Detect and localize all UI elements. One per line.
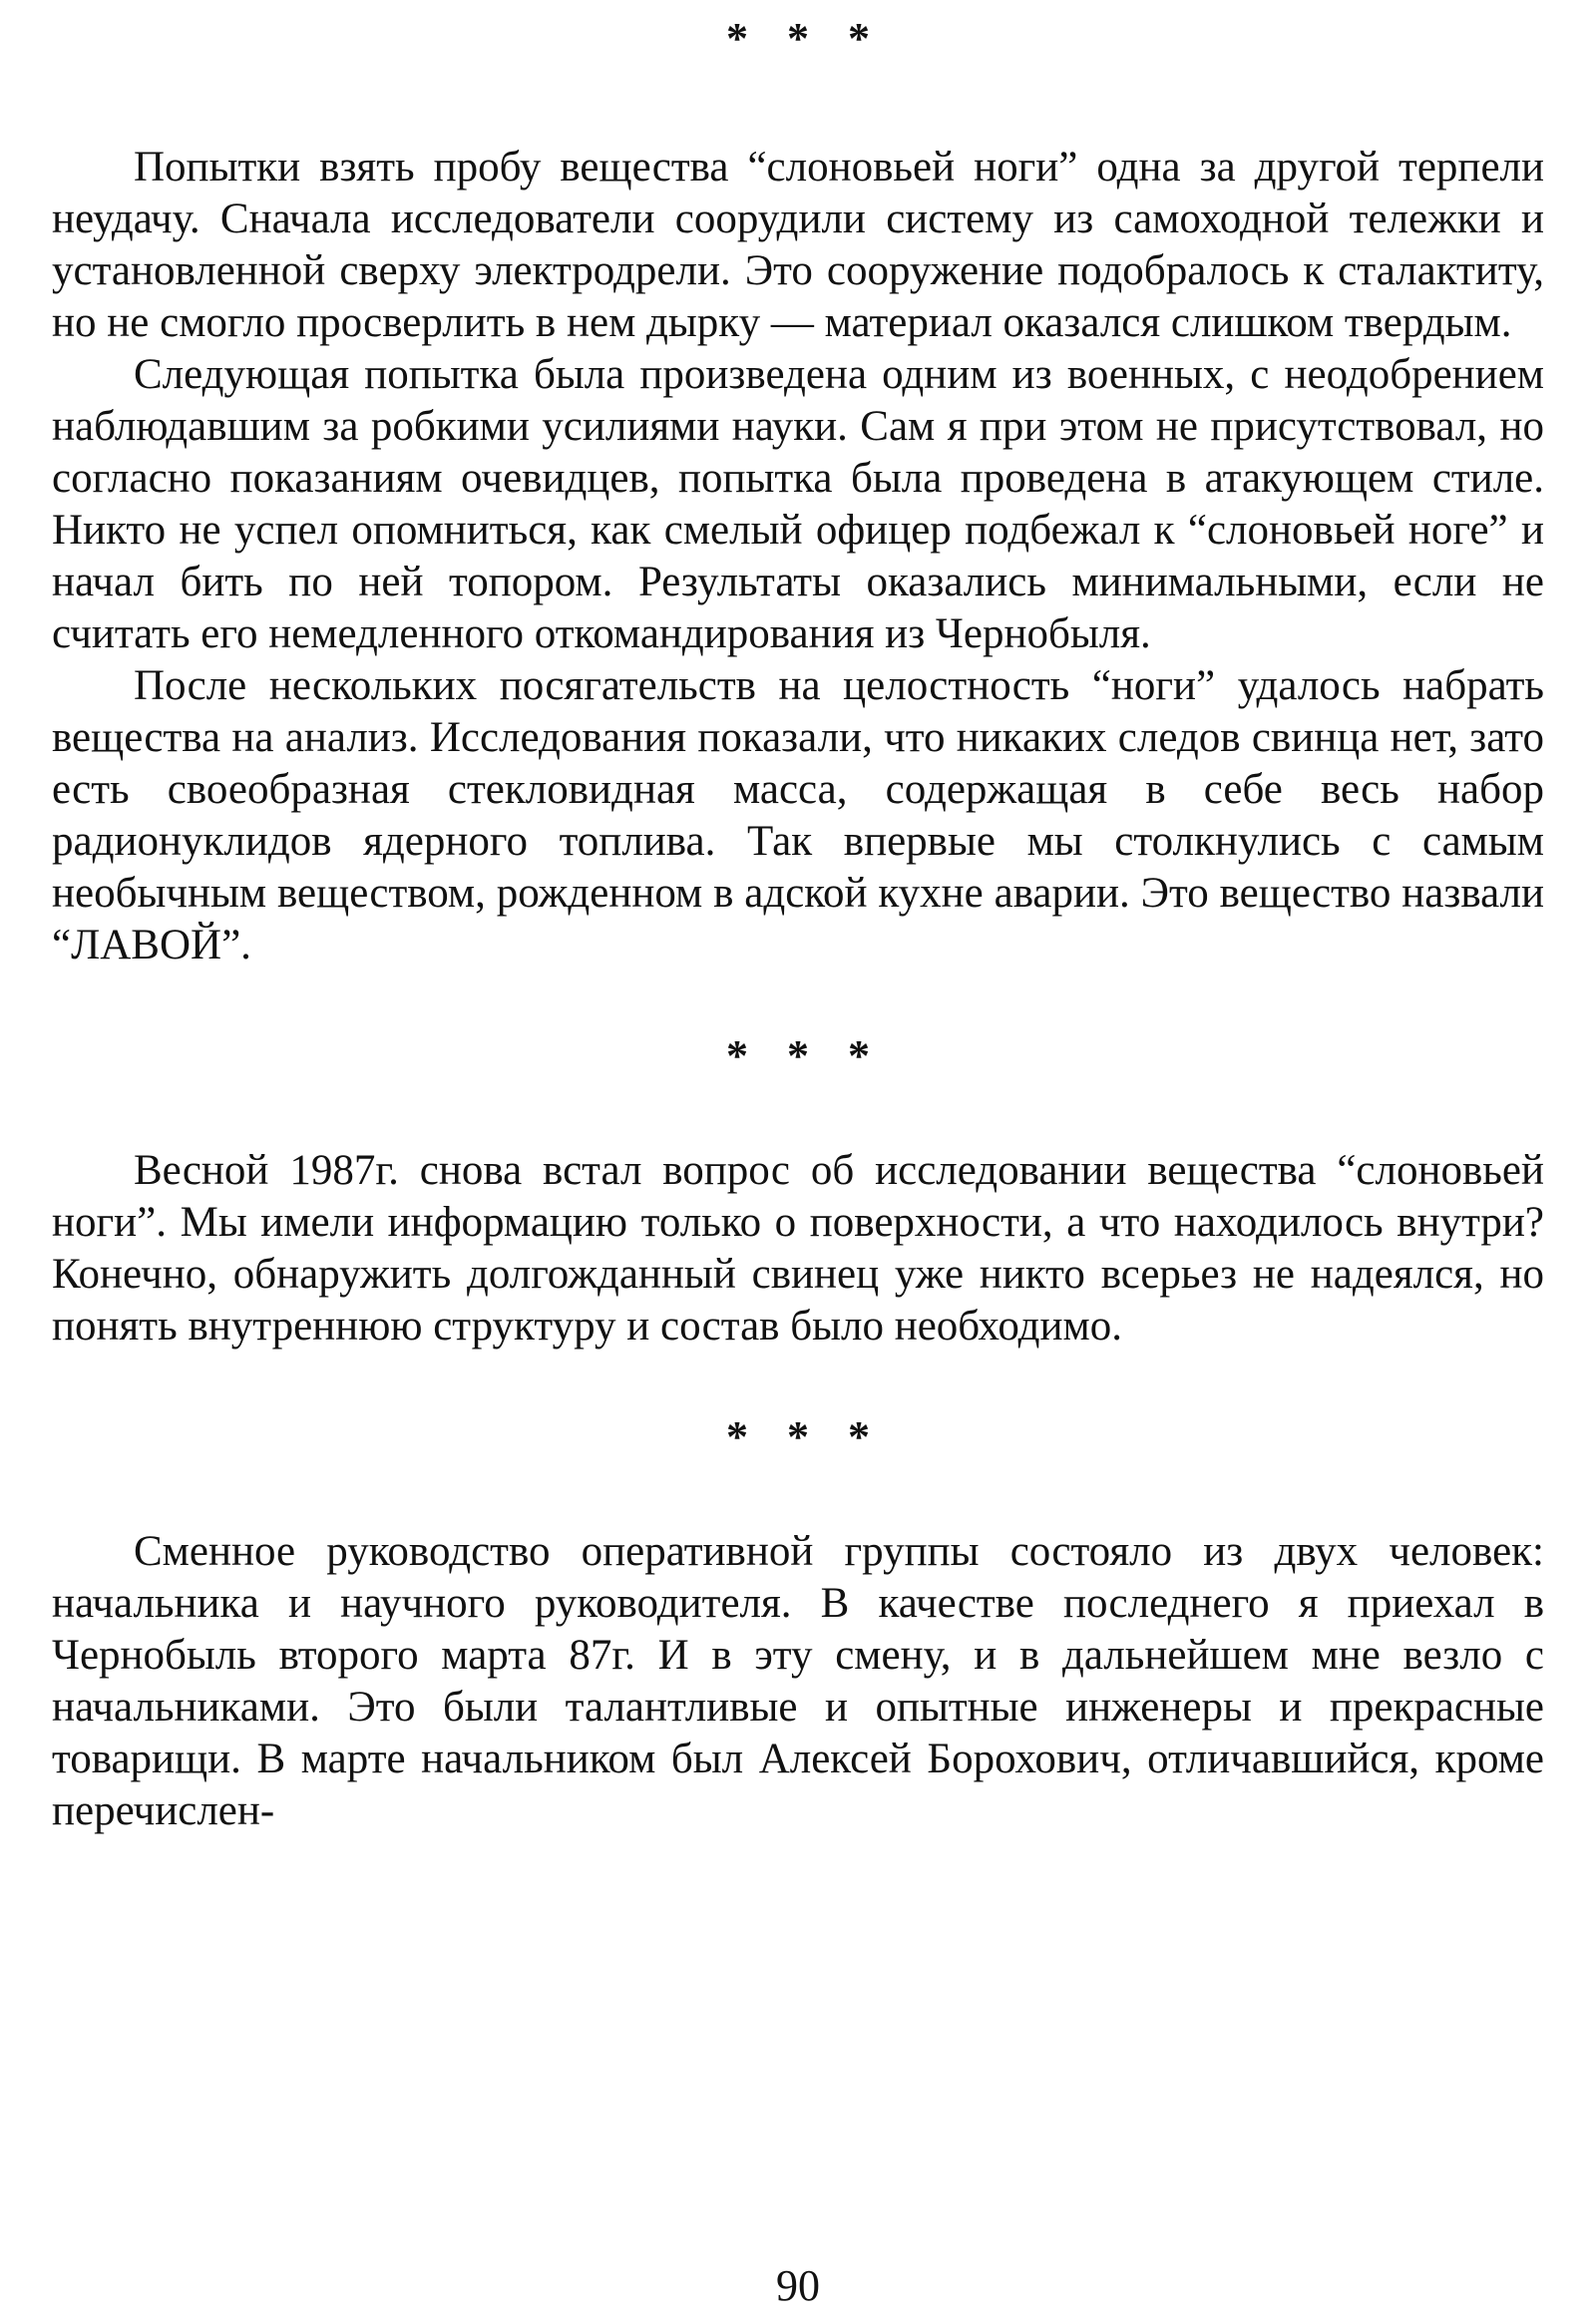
paragraph: Попытки взять пробу вещества “слоновьей ноги” одна за другой терпели неудачу. Сначала исследователи соорудили систему из самоходной тележки и установленной сверху электродрели. Это сооружение подобралось к сталактиту, но не смогло просверлить в нем дырку — материал оказался слишком твердым.: [52, 144, 1544, 346]
paragraph: Сменное руководство оперативной группы состояло из двух человек: начальника и научного руководителя. В качестве последнего я приехал в Чернобыль второго марта 87г. И в эту смену, и в дальнейшем мне везло с начальниками. Это были талантливые и опытные инженеры и прекрасные товарищи. В марте начальником был Алексей Борохович, отличавшийся, кроме перечислен-: [52, 1528, 1544, 1834]
section-1: [52, 142, 1544, 971]
paragraph: Весной 1987г. снова встал вопрос об исследовании вещества “слоновьей ноги”. Мы имели информацию только о поверхности, а что находилось внутри? Конечно, обнаружить долгожданный свинец уже никто всерьез не надеялся, но понять внутреннюю структуру и состав было необходимо.: [52, 1147, 1544, 1350]
section-2: [52, 1145, 1544, 1353]
section-3: [52, 1526, 1544, 1837]
section-separator: * * *: [726, 14, 884, 63]
section-separator: * * *: [726, 1031, 884, 1080]
section-separator: * * *: [726, 1412, 884, 1461]
paragraph: Следующая попытка была произведена одним из военных, с неодобрением наблюдавшим за робкими усилиями науки. Сам я при этом не присутствовал, но согласно показаниям очевидцев, попытка была проведена в атакующем стиле. Никто не успел опомниться, как смелый офицер подбежал к “слоновьей ноге” и начал бить по ней топором. Результаты оказались минимальными, если не считать его немедленного откомандирования из Чернобыля.: [52, 351, 1544, 657]
page-body: [52, 14, 1544, 1837]
page-number: 90: [776, 2261, 820, 2310]
paragraph: После нескольких посягательств на целостность “ноги” удалось набрать вещества на анализ. Исследования показали, что никаких следов свинца нет, зато есть своеобразная стекловидная масса, содержащая в себе весь набор радионуклидов ядерного топлива. Так впервые мы столкнулись с самым необычным веществом, рожденном в адской кухне аварии. Это вещество назвали “ЛАВОЙ”.: [52, 662, 1544, 968]
